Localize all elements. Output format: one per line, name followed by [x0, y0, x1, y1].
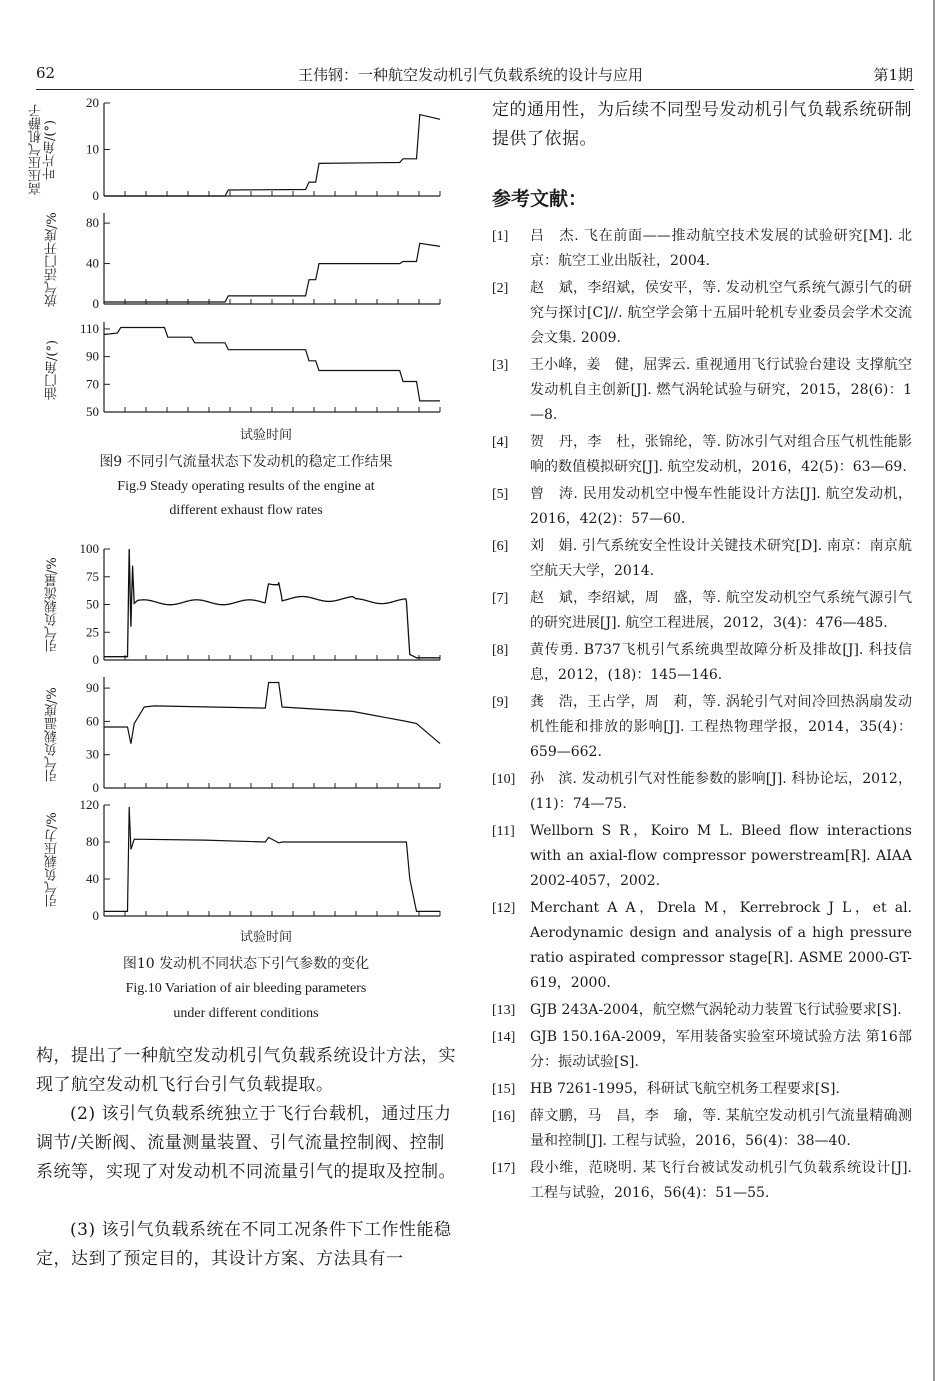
reference-number: [7]	[492, 591, 509, 606]
reference-text: 赵 斌，李绍斌，侯安平，等. 发动机空气系统气源引气的研究与探讨[C]//. 航空学会第十五届叶轮机专业委员会学术交流会文集. 2009.	[530, 280, 912, 346]
reference-item	[492, 1077, 912, 1102]
fig10-panel3-y-tick-label: 40	[86, 871, 99, 886]
reference-item	[492, 896, 912, 996]
conclusion-para-2: (2) 该引气负载系统独立于飞行台载机，通过压力调节/关断阀、流量测量装置、引气流量控制阀、控制系统等，实现了对发动机不同流量引气的提取及控制。	[36, 1104, 456, 1182]
fig10-panel1-ylabel: 引气负载流量/%	[45, 557, 60, 653]
fig9-panel1-y-tick-label: 0	[92, 188, 99, 203]
fig9-panel3-ylabel: 油门角/(°)	[45, 339, 60, 401]
reference-text: 吕 杰. 飞在前面——推动航空技术发展的试验研究[M]. 北京：航空工业出版社，2004.	[530, 228, 912, 269]
reference-number: [16]	[492, 1109, 516, 1124]
reference-number: [6]	[492, 539, 509, 554]
reference-number: [5]	[492, 487, 509, 502]
reference-item	[492, 690, 912, 765]
reference-item	[492, 534, 912, 584]
reference-number: [4]	[492, 435, 509, 450]
fig9-panel2-y-tick-label: 80	[86, 215, 99, 231]
fig10-panel3-series-line	[104, 807, 440, 912]
reference-text: 贺 丹，李 杜，张锦纶，等. 防冰引气对组合压气机性能影响的数值模拟研究[J]. 航空发动机，2016，42(5)：63—69.	[530, 434, 912, 475]
reference-text: 曾 涛. 民用发动机空中慢车性能设计方法[J]. 航空发动机，2016，42(2)：57—60.	[530, 486, 912, 527]
reference-item	[492, 638, 912, 688]
fig10-panel2-y-tick-label: 0	[92, 780, 99, 795]
reference-text: HB 7261-1995，科研试飞航空机务工程要求[S].	[530, 1081, 840, 1097]
conclusion-para-3: (3) 该引气负载系统在不同工况条件下工作性能稳定，达到了预定目的，其设计方案、方法具有一	[36, 1220, 452, 1269]
running-title: 王伟钢：一种航空发动机引气负载系统的设计与应用	[297, 66, 643, 84]
page-edge-line	[933, 0, 935, 1381]
reference-number: [1]	[492, 229, 509, 244]
fig9-caption-cn: 图9 不同引气流量状态下发动机的稳定工作结果	[99, 454, 393, 470]
issue-label: 第1期	[873, 66, 913, 84]
reference-item	[492, 1104, 912, 1154]
reference-item	[492, 224, 912, 274]
reference-text: 赵 斌，李绍斌，周 盛，等. 航空发动机空气系统气源引气的研究进展[J]. 航空工程进展，2012，3(4)：476—485.	[530, 590, 912, 631]
reference-item	[492, 767, 912, 817]
reference-number: [14]	[492, 1030, 516, 1045]
reference-item	[492, 586, 912, 636]
reference-text: 刘 娟. 引气系统安全性设计关键技术研究[D]. 南京：南京航空航天大学，2014.	[530, 538, 912, 579]
fig9-panel1-y-tick-label: 20	[86, 95, 99, 110]
fig9-panel3-y-tick-label: 110	[79, 320, 99, 336]
reference-number: [15]	[492, 1082, 516, 1097]
fig9-panel2-ylabel: 放气活门开度/%	[45, 212, 60, 308]
reference-text: Wellborn S R，Koiro M L. Bleed flow interactions with an axial-flow compressor powerstream[R]. AIAA 2002-4057，2002.	[530, 823, 912, 889]
reference-text: 黄传勇. B737飞机引气系统典型故障分析及排故[J]. 科技信息，2012，(18)：145—146.	[530, 642, 912, 683]
conclusion-continuation: 定的通用性，为后续不同型号发动机引气负载系统研制提供了依据。	[492, 100, 912, 149]
reference-text: 孙 滨. 发动机引气对性能参数的影响[J]. 科协论坛，2012，(11)：74—75.	[530, 771, 912, 812]
fig10-caption-cn: 图10 发动机不同状态下引气参数的变化	[122, 956, 370, 972]
fig10-panel3-ylabel: 引气负载压力/%	[45, 812, 60, 908]
reference-number: [17]	[492, 1161, 516, 1176]
fig10-panel2-series-line	[104, 683, 440, 744]
reference-text: 龚 浩，王占学，周 莉，等. 涡轮引气对间冷回热涡扇发动机性能和排放的影响[J]. 工程热物理学报，2014，35(4)：659—662.	[530, 694, 912, 760]
reference-number: [8]	[492, 643, 509, 658]
fig9-xlabel: 试验时间	[240, 428, 293, 443]
fig10-panel1-y-tick-label: 25	[86, 624, 99, 640]
fig9-panel2-y-tick-label: 0	[92, 296, 99, 311]
fig10-panel1-y-tick-label: 0	[92, 652, 99, 667]
fig9-panel3-y-tick-label: 50	[86, 404, 99, 419]
fig9-panel1-ylabel: 高压压气机静子叶片角/(°)	[29, 104, 58, 196]
reference-item	[492, 430, 912, 480]
reference-number: [12]	[492, 901, 516, 916]
reference-text: 王小峰，姜 健，屈霁云. 重视通用飞行试验台建设 支撑航空发动机自主创新[J]. 燃气涡轮试验与研究，2015，28(6)：1—8.	[530, 357, 912, 423]
fig10-xlabel: 试验时间	[240, 930, 293, 945]
reference-number: [13]	[492, 1003, 516, 1018]
figure10-chart	[0, 0, 470, 950]
fig9-panel1-y-tick-label: 10	[86, 141, 99, 157]
page-number: 62	[36, 64, 56, 82]
reference-item	[492, 998, 912, 1023]
reference-text: GJB 243A-2004，航空燃气涡轮动力装置飞行试验要求[S].	[530, 1002, 902, 1018]
fig10-panel3-y-tick-label: 0	[92, 908, 99, 923]
reference-text: 段小维，范晓明. 某飞行台被试发动机引气负载系统设计[J]. 工程与试验，2016，56(4)：51—55.	[530, 1160, 912, 1201]
fig10-panel3-y-tick-label: 120	[79, 797, 99, 812]
reference-number: [9]	[492, 695, 509, 710]
reference-text: Merchant A A，Drela M，Kerrebrock J L，et al. Aerodynamic design and analysis of a high pressure ratio aspirated compressor stage[R]. ASME 2000-GT-619，2000.	[530, 900, 912, 991]
reference-number: [10]	[492, 772, 516, 787]
reference-number: [11]	[492, 824, 515, 839]
reference-number: [2]	[492, 281, 509, 296]
references-list	[492, 224, 912, 1208]
reference-item	[492, 353, 912, 428]
fig9-caption-en-2: different exhaust flow rates	[169, 503, 323, 518]
fig10-caption-en-2: under different conditions	[173, 1006, 319, 1021]
reference-item	[492, 276, 912, 351]
conclusion-para-1: 构，提出了一种航空发动机引气负载系统设计方法，实现了航空发动机飞行台引气负载提取。	[36, 1046, 456, 1095]
reference-item	[492, 819, 912, 894]
fig10-caption-en-1: Fig.10 Variation of air bleeding parameters	[125, 981, 367, 996]
fig10-panel2-y-tick-label: 90	[86, 680, 99, 696]
fig9-panel3-y-tick-label: 70	[86, 376, 99, 392]
fig10-panel2-y-tick-label: 30	[86, 746, 99, 762]
fig10-panel1-y-tick-label: 100	[79, 541, 99, 556]
fig10-panel1-y-tick-label: 75	[86, 568, 99, 584]
reference-item	[492, 1025, 912, 1075]
fig10-panel1-series-line	[104, 549, 440, 658]
reference-text: 薛文鹏，马 昌，李 瑜，等. 某航空发动机引气流量精确测量和控制[J]. 工程与试验，2016，56(4)：38—40.	[530, 1108, 912, 1149]
fig10-panel2-ylabel: 引气负载温度/%	[45, 687, 60, 783]
reference-item	[492, 482, 912, 532]
fig9-caption-en-1: Fig.9 Steady operating results of the engine at	[117, 479, 375, 494]
fig10-panel1-y-tick-label: 50	[86, 596, 99, 612]
reference-text: GJB 150.16A-2009，军用装备实验室环境试验方法 第16部分：振动试验[S].	[530, 1029, 912, 1070]
references-heading: 参考文献：	[492, 188, 588, 210]
fig9-panel3-y-tick-label: 90	[86, 348, 99, 364]
fig10-panel2-y-tick-label: 60	[86, 713, 99, 729]
reference-number: [3]	[492, 358, 509, 373]
fig9-panel2-y-tick-label: 40	[86, 255, 99, 271]
reference-item	[492, 1156, 912, 1206]
fig10-panel3-y-tick-label: 80	[86, 834, 99, 849]
